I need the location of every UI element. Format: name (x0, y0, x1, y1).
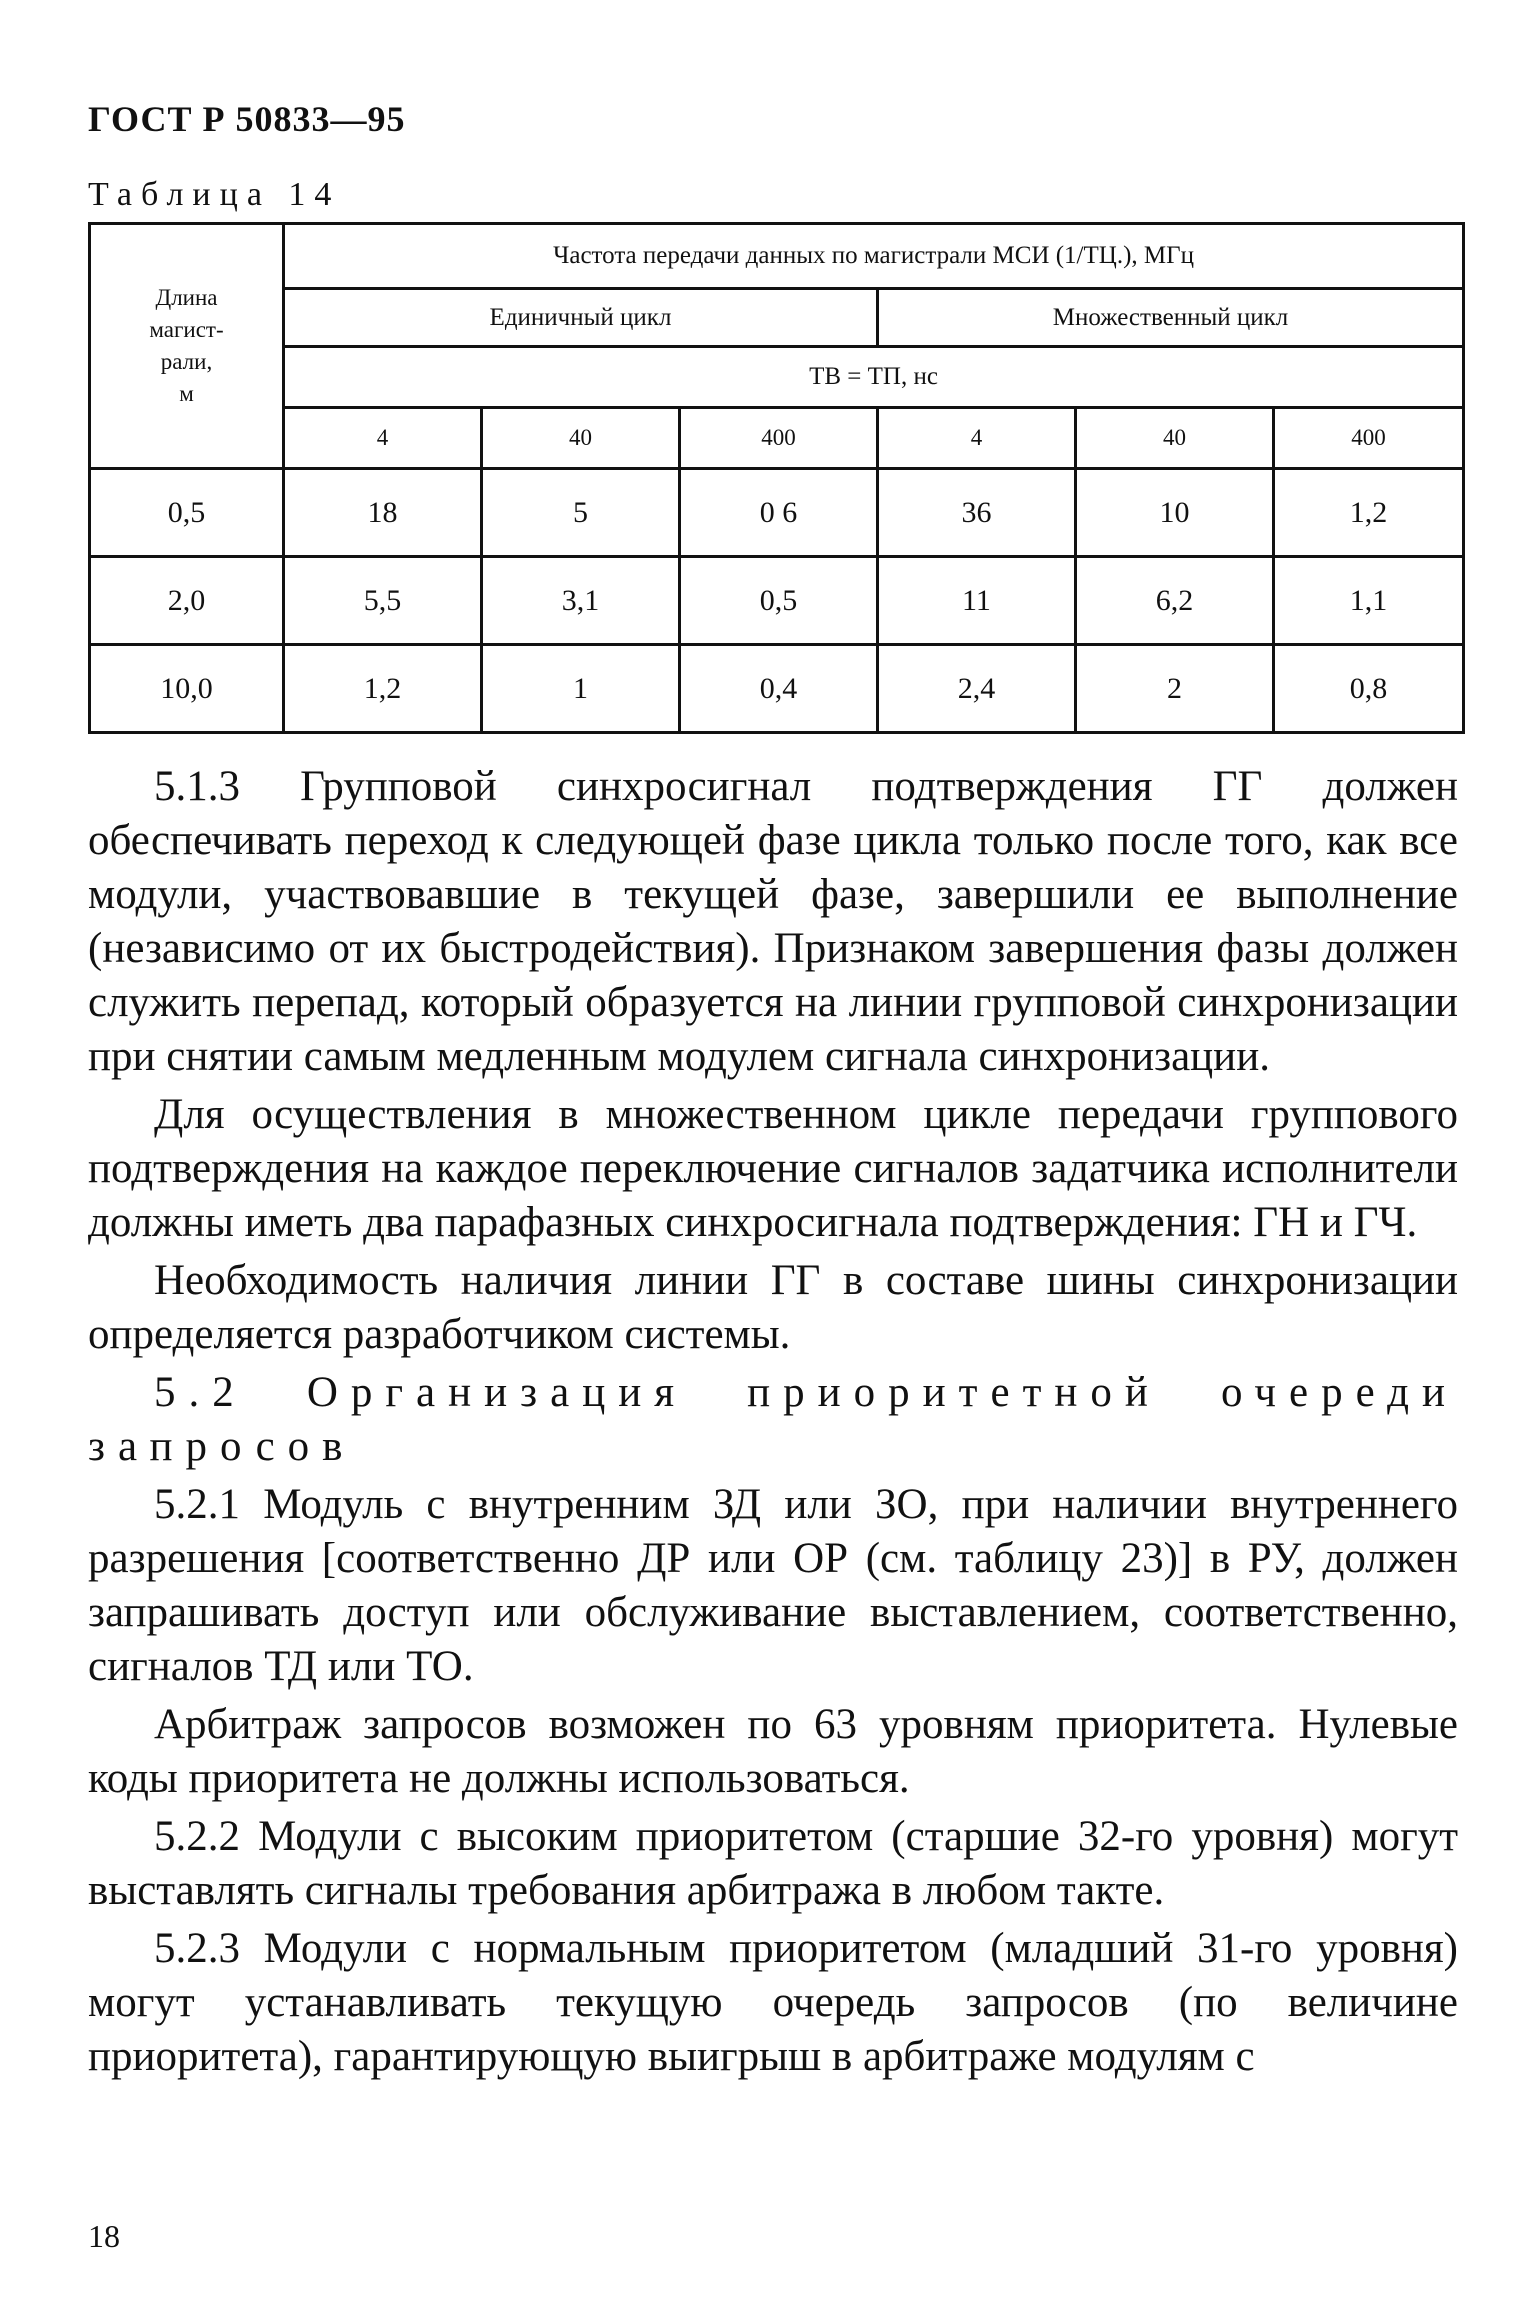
table-cell: 6,2 (1076, 557, 1274, 645)
length-header-cell (90, 224, 284, 469)
paragraph: 5.2.2 Модули с высоким приоритетом (старшие 32-го уровня) могут выставлять сигналы требования арбитража в любом такте. (88, 1813, 1458, 1914)
table-header-row (90, 289, 1464, 347)
paragraph: 5.1.3 Групповой синхросигнал подтверждения ГГ должен обеспечивать переход к следующей фазе цикла только после того, как все модули, участвовавшие в текущей фазе, завершили ее выполнение (независимо от их быстродействия). Признаком завершения фазы должен служить перепад, который образуется на линии групповой синхронизации при снятии самым медленным модулем сигнала синхронизации. (88, 763, 1458, 1080)
sub-column-header: 40 (482, 408, 680, 469)
table-cell: 1,2 (284, 645, 482, 733)
paragraph: Для осуществления в множественном цикле передачи группового подтверждения на каждое переключение сигналов задатчика исполнители должны иметь два парафазных синхросигнала подтверждения: ГН и ГЧ. (88, 1091, 1458, 1246)
table-header-row (90, 347, 1464, 408)
table-subheader-row (90, 408, 1464, 469)
table-cell: 0,8 (1274, 645, 1464, 733)
table-cell: 5,5 (284, 557, 482, 645)
row-length-cell: 2,0 (90, 557, 284, 645)
paragraph: Арбитраж запросов возможен по 63 уровням приоритета. Нулевые коды приоритета не должны использоваться. (88, 1701, 1458, 1802)
sub-column-header: 400 (1274, 408, 1464, 469)
frequency-table (88, 222, 1465, 734)
multiple-cycle-header: Множественный цикл (878, 289, 1464, 347)
row-length-cell: 0,5 (90, 469, 284, 557)
table-cell: 0,5 (680, 557, 878, 645)
table-row (90, 469, 1464, 557)
sub-column-header: 40 (1076, 408, 1274, 469)
table-caption: Таблица 14 (88, 176, 341, 213)
section-heading: 5.2 Организация приоритетной очереди запросов (88, 1369, 1458, 1470)
table-cell: 0 6 (680, 469, 878, 557)
table-cell: 2 (1076, 645, 1274, 733)
standard-header: ГОСТ Р 50833—95 (88, 99, 406, 139)
table-cell: 3,1 (482, 557, 680, 645)
tv-tp-header: ТВ = ТП, нс (284, 347, 1464, 408)
table-cell: 5 (482, 469, 680, 557)
sub-column-header: 400 (680, 408, 878, 469)
body-text (88, 760, 1458, 2088)
page-number: 18 (88, 2218, 120, 2254)
single-cycle-header: Единичный цикл (284, 289, 878, 347)
row-length-cell: 10,0 (90, 645, 284, 733)
table-header-row (90, 224, 1464, 289)
table-cell: 1,2 (1274, 469, 1464, 557)
table-cell: 10 (1076, 469, 1274, 557)
table-cell: 1 (482, 645, 680, 733)
sub-column-header: 4 (878, 408, 1076, 469)
length-header-line-1: Длина (155, 285, 218, 310)
paragraph: 5.2.3 Модули с нормальным приоритетом (младший 31-го уровня) могут устанавливать текущую очередь запросов (по величине приоритета), гарантирующую выигрыш в арбитраже модулям с (88, 1925, 1458, 2080)
table-row (90, 645, 1464, 733)
sub-column-header: 4 (284, 408, 482, 469)
table-cell: 1,1 (1274, 557, 1464, 645)
table-cell: 11 (878, 557, 1076, 645)
table-cell: 2,4 (878, 645, 1076, 733)
table-cell: 36 (878, 469, 1076, 557)
paragraph: Необходимость наличия линии ГГ в составе шины синхронизации определяется разработчиком системы. (88, 1257, 1458, 1358)
length-header-line-3: рали, (160, 349, 213, 374)
paragraph: 5.2.1 Модуль с внутренним ЗД или ЗО, при наличии внутреннего разрешения [соответственно ДР или ОР (см. таблицу 23)] в РУ, должен запрашивать доступ или обслуживание выставлением, соответственно, сигналов ТД или ТО. (88, 1481, 1458, 1690)
table-cell: 18 (284, 469, 482, 557)
length-header-line-4: м (179, 381, 194, 406)
table-row (90, 557, 1464, 645)
frequency-header-cell: Частота передачи данных по магистрали МСИ (1/ТЦ.), МГц (284, 224, 1464, 289)
table-cell: 0,4 (680, 645, 878, 733)
length-header-line-2: магист- (149, 317, 224, 342)
